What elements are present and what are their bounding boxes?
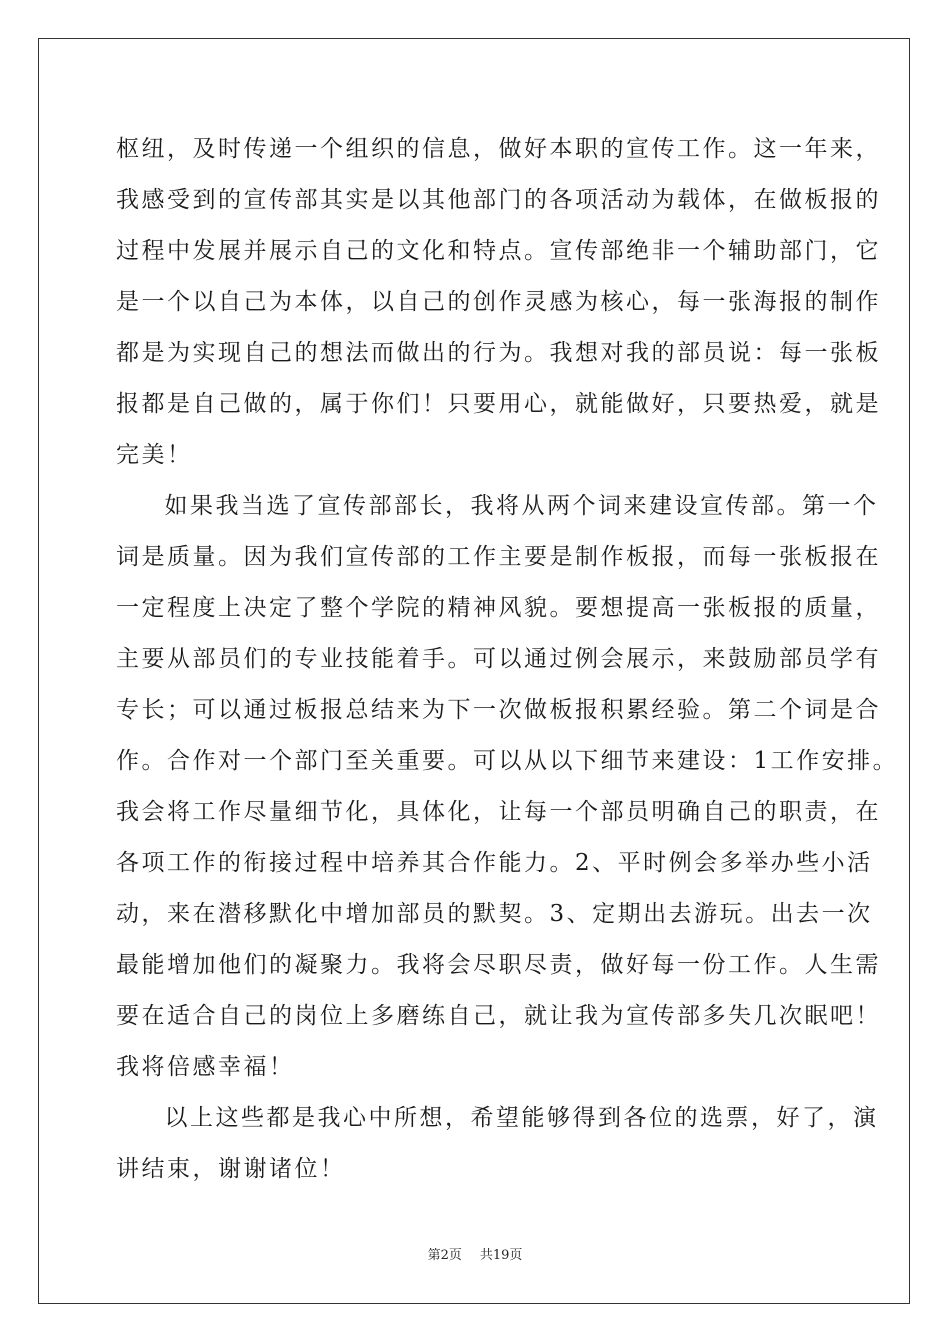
text-line: 我感受到的宣传部其实是以其他部门的各项活动为载体，在做板报的 bbox=[116, 187, 881, 213]
text-line: 主要从部员们的专业技能着手。可以通过例会展示，来鼓励部员学有 bbox=[116, 646, 881, 672]
text-line: 最能增加他们的凝聚力。我将会尽职尽责，做好每一份工作。人生需 bbox=[116, 952, 881, 978]
text-line: 讲结束，谢谢诸位！ bbox=[116, 1156, 346, 1182]
page-total: 共19页 bbox=[479, 1248, 523, 1263]
page-footer bbox=[0, 1244, 950, 1263]
text-line: 词是质量。因为我们宣传部的工作主要是制作板报，而每一张板报在 bbox=[116, 544, 881, 570]
text-line: 我会将工作尽量细节化，具体化，让每一个部员明确自己的职责，在 bbox=[116, 799, 881, 825]
text-line: 是一个以自己为本体，以自己的创作灵感为核心，每一张海报的制作 bbox=[116, 289, 881, 315]
text-line: 一定程度上决定了整个学院的精神风貌。要想提高一张板报的质量， bbox=[116, 595, 881, 621]
page-number: 第2页 bbox=[427, 1248, 462, 1263]
text-line: 各项工作的衔接过程中培养其合作能力。2、平时例会多举办些小活 bbox=[116, 850, 873, 876]
paragraph-start-line: 如果我当选了宣传部部长，我将从两个词来建设宣传部。第一个 bbox=[139, 493, 879, 519]
text-line: 作。合作对一个部门至关重要。可以从以下细节来建设：1工作安排。 bbox=[116, 748, 899, 774]
text-line: 完美！ bbox=[116, 442, 193, 468]
text-line: 我将倍感幸福！ bbox=[116, 1054, 295, 1080]
text-line: 要在适合自己的岗位上多磨练自己，就让我为宣传部多失几次眠吧！ bbox=[116, 1003, 881, 1029]
text-line: 过程中发展并展示自己的文化和特点。宣传部绝非一个辅助部门，它 bbox=[116, 238, 881, 264]
text-line: 都是为实现自己的想法而做出的行为。我想对我的部员说：每一张板 bbox=[116, 340, 881, 366]
text-line: 动，来在潜移默化中增加部员的默契。3、定期出去游玩。出去一次 bbox=[116, 901, 873, 927]
text-line: 专长；可以通过板报总结来为下一次做板报积累经验。第二个词是合 bbox=[116, 697, 881, 723]
text-line: 报都是自己做的，属于你们！只要用心，就能做好，只要热爱，就是 bbox=[116, 391, 881, 417]
paragraph-start-line: 以上这些都是我心中所想，希望能够得到各位的选票，好了，演 bbox=[139, 1105, 879, 1131]
text-line: 枢纽，及时传递一个组织的信息，做好本职的宣传工作。这一年来， bbox=[116, 136, 881, 162]
